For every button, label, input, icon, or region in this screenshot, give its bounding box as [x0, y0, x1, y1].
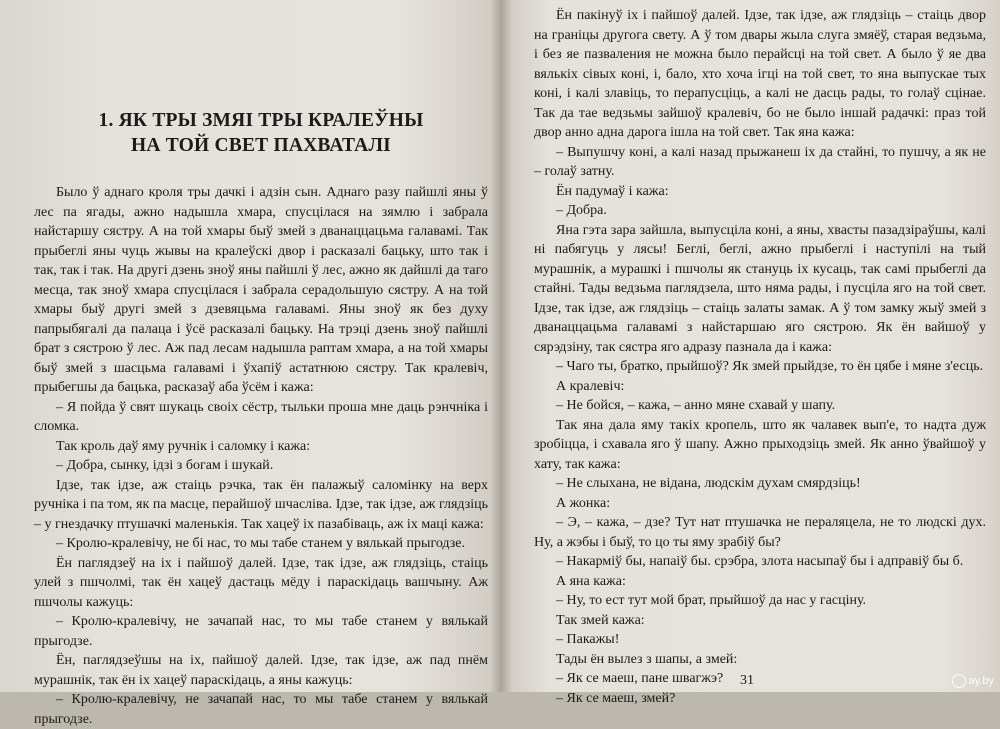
dialogue-line: – Добра, сынку, ідзі з богам і шукай. [56, 458, 274, 473]
dialogue-line: – Не бойся, – кажа, – анно мяне схавай у шапу. [556, 398, 836, 413]
watermark-logo-icon [952, 674, 966, 688]
dialogue-line: – Як се маеш, пане швагжэ? [556, 671, 724, 686]
dialogue-line: – Не слыхана, не відана, людскім духам смярдзіць! [556, 476, 861, 491]
right-page [500, 0, 1000, 706]
paragraph: А яна кажа: [556, 573, 626, 589]
paragraph: Ён пакінуў іх і пайшоў далей. Ідзе, так ідзе, аж глядзіць – стаіць двор на граніцы другога свету. А ў том двары жыла слуга змяёў, старая ведзьма, і без яе пазваления не можна было перайсці на той свет. А было ў яе два вялькіх сівых коні, і, бало, хто хоча ігці на той свет, то яна выпускае тых коні, і калі злавіць, то перапусціць, а калі не дасць рады, то голаў сцінае. Так да тае ведзьмы зайшоў кралевіч, бо не было іншай радачкі: праз той двор анно адна дарога ішла на той свет. Так яна кажа: [534, 8, 986, 140]
left-page-text [34, 183, 488, 729]
paragraph: Яна гэта зара зайшла, выпусціла коні, а яны, хвасты пазадзіраўшы, калі ні пабягуць у лясы! Беглі, беглі, ажно прыбеглі і наступілі на тый мурашнік, а мурашкі і пшчолы як стануць іх кусаць, так самі прыбеглі да стайні. Тады ведзьма паглядзела, што няма рады, і пусціла яго на той свет. Ідзе, так ідзе, аж глядзіць – стаіць залаты замак. А ў том замку жыў змей з дванаццацьма галавамі з найстаршаю яго сястрою. Як ён вайшоў у сярэдзіну, так сястра яго адразу пазнала да і кажа: [534, 222, 986, 355]
dialogue-line: – Кролю-кралевічу, не зачапай нас, то мы табе станем у вялькай прыгодзе. [34, 614, 488, 649]
paragraph: Ідзе, так ідзе, аж стаіць рэчка, так ён палажыў саломінку на верх ручніка і па том, як па масце, перайшоў шчасліва. Ідзе, так ідзе, аж глядзіць – у гнездачку птушачкі маленькія. Так хацеў іх пазабіваць, аж іх маці кажа: [34, 477, 488, 532]
paragraph: Ён, паглядзеўшы на іх, пайшоў далей. Ідзе, так ідзе, аж пад пнём мурашнік, так ён іх хацеў параскідаць, а яны кажуць: [34, 653, 488, 688]
dialogue-line: – Я пойда ў свят шукаць своіх сёстр, тыльки проша мне даць рэнчніка і сломка. [34, 399, 488, 434]
dialogue-line: – Ну, то ест тут мой брат, прыйшоў да нас у гасціну. [556, 593, 867, 608]
dialogue-line: – Выпушчу коні, а калі назад прыжанеш іх да стайні, то пушчу, а як не – голаў затну. [534, 144, 986, 179]
dialogue-line: – Накарміў бы, напаіў бы. срэбра, злота насыпаў бы і адправіў бы б. [556, 554, 964, 569]
watermark [952, 674, 994, 688]
dialogue-line: – Э, – кажа, – дзе? Тут нат птушачка не пераляцела, не то людскі дух. Ну, а жэбы і быў, то цо ты яму зрабіў бы? [534, 515, 986, 550]
paragraph: Тады ён вылез з шапы, а змей: [556, 651, 738, 667]
right-page-text [534, 6, 986, 708]
chapter-title-line-1: 1. ЯК ТРЫ ЗМЯІ ТРЫ КРАЛЕЎНЫ [98, 110, 424, 131]
paragraph: Так змей кажа: [556, 612, 645, 628]
paragraph: А жонка: [556, 495, 611, 511]
dialogue-line: – Чаго ты, братко, прыйшоў? Як змей прыйдзе, то ён цябе і мяне з'есць. [556, 359, 984, 374]
paragraph: Было ў аднаго кроля тры дачкі і адзін сын. Аднаго разу пайшлі яны ў лес па ягады, ажно надышла хмара, спусцілася на зямлю і забрала найстаршу сястру. А на той хмары быў змей з дванаццацьма галавамі. Так прыбеглі яны чуць жывы на кралеўскі двор і расказалі бацьку, што так і так, так і так. На другі дзень зноў яны пайшлі ў лес, ажно як дайшлі да таго месца, так зноў хмара спусцілася і забрала серадольшую сястру. А на той хмары быў другі змей з дзевяцьма галавамі. Яны зноў як без духу папрыбягалі да палаца і ўсё расказалі бацьку. На трэці дзень зноў пайшлі брат з сястрою ў лес. Аж пад лесам надышла раптам хмара, а на той хмары быў змей з шасцьма галавамі і ўхапіў астатнюю сястру. Так кралевіч, прыбегшы да бацька, расказаў аба ўсём і кажа: [34, 185, 488, 395]
chapter-title-line-2: НА ТОЙ СВЕТ ПАХВАТАЛІ [131, 135, 391, 156]
left-page [0, 0, 500, 727]
dialogue-line: – Кролю-кралевічу, не зачапай нас, то мы табе станем у вялькай прыгодзе. [34, 692, 488, 727]
dialogue-line: – Добра. [556, 203, 607, 218]
paragraph: Ён паглядзеў на іх і пайшоў далей. Ідзе, так ідзе, аж глядзіць, стаіць улей з пшчолмі, так ён хацеў дастаць мёду і параскідаць вашчыну. Аж пшчолы кажуць: [34, 555, 488, 610]
dialogue-line: – Пакажы! [556, 632, 620, 647]
paragraph: Так яна дала яму такіх кропель, што як чалавек вып'е, то надта дуж зробіцца, і схавала яго ў шапу. Ажно прыходзіць змей. Як анно ўвайшоў у хату, так кажа: [534, 417, 986, 472]
paragraph: Так кроль даў яму ручнік і саломку і кажа: [56, 438, 311, 454]
paragraph: Ён падумаў і кажа: [556, 183, 669, 199]
dialogue-line: – Кролю-кралевічу, не бі нас, то мы табе станем у вялькай прыгодзе. [56, 536, 465, 551]
watermark-text: ay.by [968, 675, 994, 687]
paragraph: А кралевіч: [556, 378, 625, 394]
book-gutter [490, 0, 512, 692]
dialogue-line: – Як се маеш, змей? [556, 690, 676, 706]
page-number: 31 [740, 673, 754, 688]
chapter-title [34, 108, 488, 158]
